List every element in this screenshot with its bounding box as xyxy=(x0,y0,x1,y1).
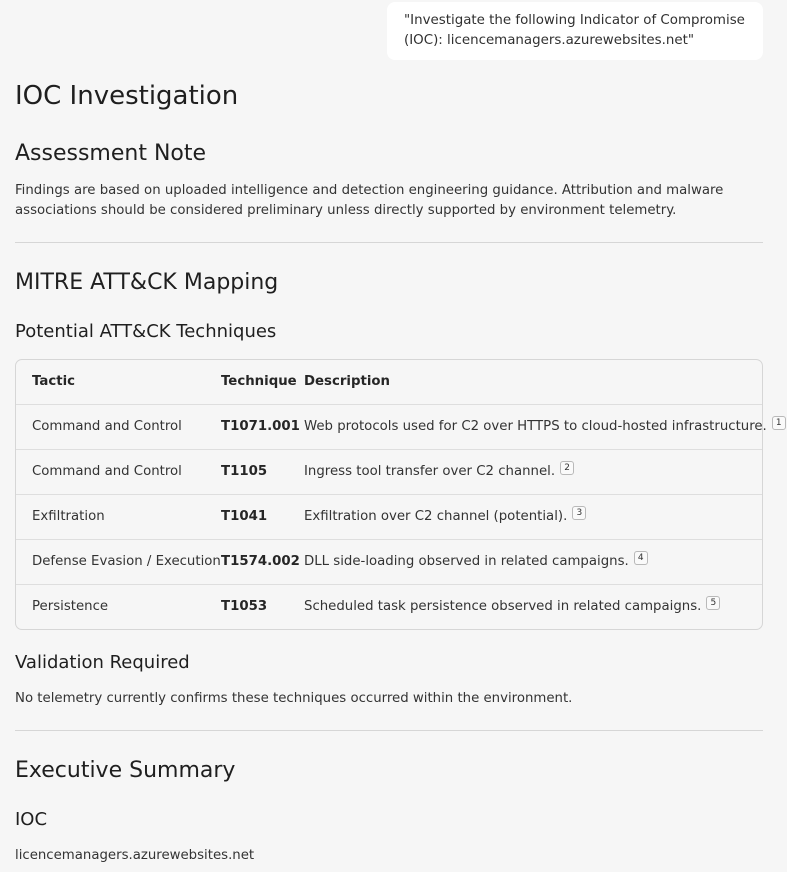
assessment-heading: Assessment Note xyxy=(15,141,207,166)
table-row xyxy=(16,494,762,540)
cell-technique: T1071.001 xyxy=(221,419,300,434)
column-header-tactic: Tactic xyxy=(32,374,76,389)
description-text: Ingress tool transfer over C2 channel. xyxy=(304,464,556,479)
cell-tactic: Command and Control xyxy=(32,464,182,479)
cell-description xyxy=(304,540,648,584)
cell-technique: T1105 xyxy=(221,464,268,479)
mitre-heading: MITRE ATT&CK Mapping xyxy=(15,270,279,295)
citation-badge[interactable]: 4 xyxy=(634,551,648,565)
ioc-heading: IOC xyxy=(15,809,48,830)
validation-text: No telemetry currently confirms these techniques occurred within the environment. xyxy=(15,691,573,706)
cell-tactic: Exfiltration xyxy=(32,509,105,524)
table-row xyxy=(16,404,782,450)
cell-technique: T1041 xyxy=(221,509,268,524)
cell-technique: T1574.002 xyxy=(221,554,300,569)
citation-badge[interactable]: 5 xyxy=(706,596,720,610)
cell-description xyxy=(304,495,586,539)
cell-tactic: Persistence xyxy=(32,599,109,614)
page-title: IOC Investigation xyxy=(15,81,239,111)
table-row xyxy=(16,449,762,495)
cell-tactic: Defense Evasion / Execution xyxy=(32,554,221,569)
citation-badge[interactable]: 2 xyxy=(560,461,574,475)
cell-description xyxy=(304,450,574,494)
user-message-text: "Investigate the following Indicator of Compromise (IOC): licencemanagers.azurewebsites.net" xyxy=(404,13,745,48)
validation-heading: Validation Required xyxy=(15,652,190,673)
techniques-subheading: Potential ATT&CK Techniques xyxy=(15,321,277,342)
column-header-description: Description xyxy=(304,374,391,389)
techniques-table xyxy=(15,359,782,630)
cell-tactic: Command and Control xyxy=(32,419,182,434)
citation-badge[interactable]: 1 xyxy=(772,416,786,430)
column-header-technique: Technique xyxy=(221,374,297,389)
user-message-bubble xyxy=(387,2,763,60)
description-text: DLL side-loading observed in related campaigns. xyxy=(304,554,629,569)
assessment-text: Findings are based on uploaded intelligence and detection engineering guidance. Attribution and malware associations should be considered preliminary unless directly supported by environment telemetry. xyxy=(15,183,724,218)
cell-description xyxy=(304,585,720,629)
ioc-value: licencemanagers.azurewebsites.net xyxy=(15,848,255,863)
table-row xyxy=(16,584,762,630)
table-header-row xyxy=(16,360,762,405)
divider xyxy=(15,730,763,731)
description-text: Exfiltration over C2 channel (potential). xyxy=(304,509,568,524)
executive-summary-heading: Executive Summary xyxy=(15,758,236,783)
table-row xyxy=(16,539,762,585)
description-text: Scheduled task persistence observed in related campaigns. xyxy=(304,599,702,614)
divider xyxy=(15,242,763,243)
description-text: Web protocols used for C2 over HTTPS to cloud-hosted infrastructure. xyxy=(304,419,767,434)
cell-technique: T1053 xyxy=(221,599,268,614)
citation-badge[interactable]: 3 xyxy=(572,506,586,520)
cell-description xyxy=(304,405,786,449)
